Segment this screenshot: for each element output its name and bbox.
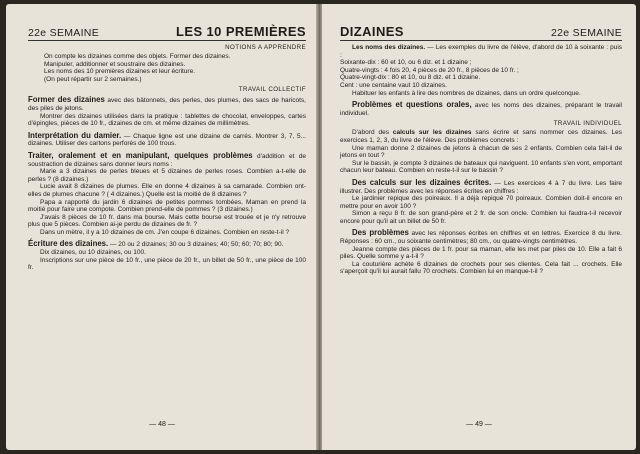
paragraph: Montrer des dizaines utilisées dans la pratique : tablettes de chocolat, enveloppes, cartes d'épingles, pièces de 10 fr., dizaines de cm. et même dizaines de millimètres. <box>28 112 306 128</box>
right-running-head <box>340 24 622 41</box>
section-travail-individuel: TRAVAIL INDIVIDUEL <box>553 120 622 128</box>
right-page <box>322 4 636 450</box>
text: sans écrire et sans nommer ces dizaines. Les exercices 1, 2, 3, du livre de l'élève. Des problèmes concrets : <box>340 129 623 144</box>
list-line: Soixante-dix : 60 et 10, ou 6 diz. et 1 dizaine ; <box>340 59 472 67</box>
heading: calculs sur les dizaines <box>392 129 472 137</box>
paragraph <box>340 129 622 144</box>
problem: Papa a rapporté du jardin 6 dizaines de petites pommes tombées. Maman en prend la moitié pour faire une compote. Combien prend-elle de pommes ? (3 dizaines.) <box>28 198 306 214</box>
text: — Les exemples du livre de l'élève, d'abord de 10 à soixante : puis : <box>340 44 623 59</box>
paragraph: Inscriptions sur une pièce de 10 fr., une pièce de 20 fr., un billet de 50 fr., une pièce de 100 fr. <box>28 256 306 272</box>
problem: Jeanne compte des pièces de 1 fr. pour sa maman, elle les met par piles de 10. Elle a fait 6 piles. Quelle somme y a-t-il ? <box>340 245 622 261</box>
problem: Le jardinier repique des poireaux. Il a déjà repiqué 70 poireaux. Combien doit-il encore en mettre pour en avoir 100 ? <box>340 195 622 210</box>
page-title: LES 10 PREMIÈRES <box>176 24 306 39</box>
problem: Lucie avait 8 dizaines de plumes. Elle en donne 4 dizaines à sa camarade. Combien ont-elles de plumes chacune ? ( 4 dizaines.) Quelle est la moitié de 8 dizaines ? <box>28 183 306 198</box>
list-line: Cent : une centaine vaut 10 dizaines. <box>340 81 447 89</box>
heading: Des calculs sur les dizaines écrites. <box>352 177 492 187</box>
text: — 20 ou 2 dizaines; 30 ou 3 dizaines; 40; 50; 60; 70; 80; 90. <box>108 241 284 249</box>
paragraph <box>340 228 622 245</box>
problem: J'avais 8 pièces de 10 fr. dans ma bourse. Mais cette bourse est trouée et je n'y retrouve plus que 5 pièces. Combien ai-je perdu de dizaines de fr. ? <box>28 213 306 229</box>
left-running-head <box>28 24 306 41</box>
week-label: 22e SEMAINE <box>551 27 622 39</box>
page-title: DIZAINES <box>340 24 404 39</box>
list-line: Quatre-vingts : 4 fois 20, 4 pièces de 20 fr., 8 pièces de 10 fr. ; <box>340 66 519 74</box>
text: d'addition et de soustraction de dizaines sans donner leurs noms : <box>28 152 306 168</box>
notion-line: Manipuler, additionner et soustraire des dizaines. <box>44 60 186 68</box>
heading: Interprétation du damier. <box>28 130 122 140</box>
section-travail-collectif: TRAVAIL COLLECTIF <box>238 86 306 94</box>
paragraph <box>340 100 622 117</box>
heading: Traiter, oralement et en manipulant, quelques problèmes <box>28 150 253 160</box>
list-line: Quatre-vingt-dix : 80 et 10, ou 8 diz. et 1 dizaine. <box>340 74 481 82</box>
text: avec les réponses écrites en chiffres et en lettres. Exercice 8 du livre. Réponses : 60 cm., ou soixante centimètres; 80 cm., ou quatre-vingts centimètres. <box>340 230 622 246</box>
paragraph <box>28 131 306 148</box>
text: avec des bâtonnets, des perles, des plumes, des sacs de haricots, des piles de jetons. <box>28 97 306 112</box>
paragraph: Dix dizaines, ou 10 dizaines, ou 100. <box>40 249 146 257</box>
section-notions: NOTIONS A APPRENDRE <box>225 44 306 51</box>
notion-line: Les noms des 10 premières dizaines et leur écriture. <box>44 68 196 76</box>
problem: La couturière achète 6 dizaines de crochets pour ses clientes. Cela fait ... crochets. Elle s'aperçoit qu'il lui aurait fallu 70 crochets. Combien lui en manque-t-il ? <box>340 260 622 276</box>
problem: Dans un mètre, il y a 10 dizaines de cm. J'en coupe 6 dizaines. Combien en reste-t-il ? <box>40 228 290 236</box>
heading: Problèmes et questions orales, <box>352 100 472 110</box>
week-label: 22e SEMAINE <box>28 27 99 39</box>
paragraph: Habituer les enfants à lire des nombres de dizaines, dans un ordre quelconque. <box>352 89 581 97</box>
page-number: — 49 — <box>466 421 492 428</box>
text: D'abord des <box>352 129 393 137</box>
left-page <box>6 4 318 450</box>
problem: Marie a 3 dizaines de perles bleues et 5 dizaines de perles roses. Combien a-t-elle de perles ? (8 dizaines.) <box>28 168 306 183</box>
paragraph <box>340 178 622 195</box>
heading: Des problèmes <box>352 228 409 238</box>
text: — Chaque ligne est une dizaine de carrés. Montrer 3, 7, 5... dizaines. Utiliser des cartons perforés de 100 trous. <box>28 132 306 148</box>
page-number: — 48 — <box>149 421 175 428</box>
heading: Les noms des dizaines. <box>352 44 426 51</box>
problem: Une maman donne 2 dizaines de jetons à chacun de ses 2 enfants. Combien cela fait-il de jetons en tout ? <box>340 144 622 160</box>
heading: Former des dizaines <box>28 95 105 105</box>
text: avec les noms des dizaines, préparant le travail individuel. <box>340 102 622 117</box>
paragraph <box>28 151 306 168</box>
paragraph <box>28 95 306 112</box>
notion-line: On compte les dizaines comme des objets. Former des dizaines. <box>44 53 231 60</box>
text: — Les exercices 4 à 7 du livre. Les faire illustrer. Des problèmes avec les réponses écrites en chiffres : <box>340 179 622 195</box>
paragraph <box>340 44 622 59</box>
paragraph <box>28 239 306 249</box>
heading: Écriture des dizaines. <box>28 239 109 249</box>
problem: Sur le bassin, je compte 3 dizaines de bateaux qui naviguent. 10 enfants s'en vont, emportant chacun leur bateau. Combien en reste-t-il sur le bassin ? <box>340 159 622 175</box>
problem: Simon a reçu 8 fr. de son grand-père et 2 fr. de son oncle. Combien lui faudra-t-il recevoir encore pour qu'il ait un billet de 50 fr. <box>340 210 622 225</box>
notion-line: (On peut répartir sur 2 semaines.) <box>44 75 142 83</box>
